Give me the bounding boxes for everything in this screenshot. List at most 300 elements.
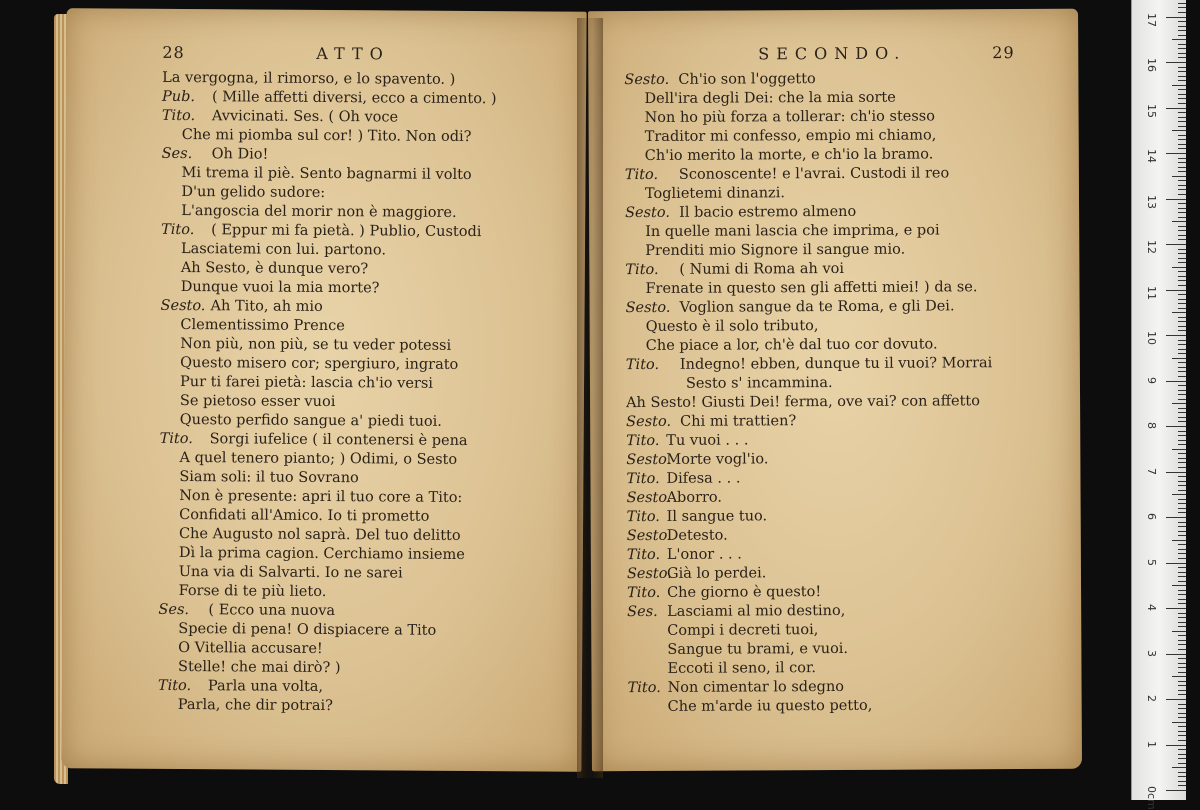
ruler-tick [1178,340,1186,341]
text-line [589,240,1079,262]
line-text: Questo è il solo tributo, [645,318,819,335]
line-text: Traditor mi confesso, empio mi chiamo, [644,127,937,145]
ruler-tick [1178,212,1186,213]
line-text: Difesa . . . [666,470,741,487]
ruler-label: 1 [1145,740,1158,748]
ruler-tick [1178,162,1186,163]
line-text: Clementissimo Prence [180,316,345,335]
text-line [590,392,1080,414]
line-text: Toglietemi dinanzi. [644,185,785,202]
text-line [588,88,1078,110]
ruler-tick [1166,335,1186,336]
ruler-tick [1178,740,1186,741]
ruler-tick [1178,590,1186,591]
line-text: L'angoscia del morir non è maggiore. [181,202,457,221]
ruler-tick [1178,694,1186,695]
ruler-tick [1178,763,1186,764]
text-line [591,601,1081,623]
text-line [62,695,582,718]
ruler-tick [1178,94,1186,95]
ruler-tick [1172,85,1186,86]
ruler-tick [1178,371,1186,372]
speaker-label: Sesto. [626,451,672,469]
ruler-tick [1178,499,1186,500]
ruler-tick [1166,699,1186,700]
ruler-tick [1178,67,1186,68]
line-text: Oh Dio! [211,146,269,163]
line-text: Parla, che dir potrai? [177,696,333,715]
ruler-tick [1178,649,1186,650]
line-text: D'un gelido sudore: [181,183,326,202]
ruler-tick [1178,158,1186,159]
ruler-label: 10 [1145,331,1158,345]
ruler-tick [1166,108,1186,109]
left-page-text [62,68,586,718]
ruler-tick [1178,485,1186,486]
ruler-tick [1178,785,1186,786]
ruler-tick [1178,135,1186,136]
ruler-tick [1172,631,1186,632]
line-text: Chi mi trattien? [680,413,797,430]
ruler-label: 6 [1145,513,1158,520]
ruler-tick [1178,362,1186,363]
ruler-tick [1178,167,1186,168]
line-text: Se pietoso esser vuoi [179,392,336,411]
ruler-tick [1178,253,1186,254]
ruler-tick [1166,17,1186,18]
ruler-tick [1178,280,1186,281]
speaker-label: Sesto. [625,299,671,317]
text-line [589,183,1079,205]
ruler-tick [1178,185,1186,186]
ruler-tick [1178,390,1186,391]
ruler-tick [1178,349,1186,350]
ruler-tick [1178,672,1186,673]
text-line [590,468,1080,490]
ruler-tick [1166,244,1186,245]
ruler-tick [1178,681,1186,682]
line-text: Prenditi mio Signore il sangue mio. [645,241,906,259]
line-text: Che giorno è questo! [667,584,822,601]
ruler-tick [1178,458,1186,459]
line-text: Che piace a lor, ch'è dal tuo cor dovuto. [645,336,938,354]
line-text: Sangue tu brami, e vuoi. [667,640,849,658]
ruler-tick [1178,658,1186,659]
ruler-tick [1166,290,1186,291]
ruler-tick [1178,781,1186,782]
ruler-tick [1172,767,1186,768]
speaker-label: Pub. [161,88,196,106]
speaker-label: Tito. [626,470,660,488]
line-text: Ch'io merito la morte, e ch'io la bramo. [644,146,934,164]
speaker-label: Sesto. [625,204,670,222]
ruler-tick [1178,772,1186,773]
ruler-label: 11 [1145,285,1158,300]
ruler-tick [1178,299,1186,300]
ruler-tick [1172,540,1186,541]
line-text: Dì la prima cagion. Cerchiamo insieme [178,544,465,563]
ruler-tick [1178,617,1186,618]
line-text: Forse di te più lieto. [178,582,327,601]
speaker-label: Tito. [627,679,661,697]
speaker-label: Ses. [158,601,190,619]
ruler-tick [1178,685,1186,686]
line-text: Non è presente: apri il tuo core a Tito: [179,487,463,506]
text-line [590,354,1080,376]
ruler-tick [1178,408,1186,409]
ruler-tick [1178,12,1186,13]
ruler-tick [1178,326,1186,327]
ruler-tick [1178,553,1186,554]
speaker-label: Sesto. [626,413,672,431]
ruler-tick [1178,180,1186,181]
ruler-tick [1178,194,1186,195]
ruler-tick [1178,367,1186,368]
speaker-label: Sesto. [626,527,672,545]
ruler-tick [1178,581,1186,582]
ruler-tick [1178,35,1186,36]
text-line [589,259,1079,281]
ruler-tick [1178,126,1186,127]
line-text: Lasciami al mio destino, [667,602,846,620]
line-text: Voglion sangue da te Roma, e gli Dei. [679,298,955,316]
ruler-tick [1178,476,1186,477]
line-text: Ah Tito, ah mio [210,298,323,315]
ruler-tick [1178,726,1186,727]
ruler-tick [1178,667,1186,668]
ruler-tick [1166,517,1186,518]
ruler-label: 5 [1145,558,1158,566]
ruler-tick [1178,203,1186,204]
ruler-tick [1178,508,1186,509]
ruler-tick [1178,735,1186,736]
ruler-tick [1178,417,1186,418]
ruler-tick [1178,353,1186,354]
line-text: Indegno! ebben, dunque tu il vuoi? Morrai [679,355,993,373]
ruler-tick [1178,294,1186,295]
line-text: Non ho più forza a tollerar: ch'io stesso [644,108,936,126]
ruler-tick [1178,663,1186,664]
ruler-tick [1178,594,1186,595]
ruler-tick [1166,745,1186,746]
ruler-tick [1178,303,1186,304]
line-text: Ah Sesto, è dunque vero? [180,259,369,278]
ruler-tick [1172,585,1186,586]
ruler-tick [1178,622,1186,623]
speaker-label: Tito. [626,432,660,450]
speaker-label: Sesto. [160,297,206,315]
ruler-tick [1178,71,1186,72]
ruler-tick [1178,453,1186,454]
ruler-tick [1178,567,1186,568]
ruler-label: 13 [1145,194,1158,209]
ruler-tick [1178,599,1186,600]
text-line [591,544,1081,566]
ruler-tick [1178,576,1186,577]
speaker-label: Tito. [626,546,661,564]
line-text: ( Eppur mi fa pietà. ) Publio, Custodi [211,222,482,241]
ruler-tick [1178,704,1186,705]
ruler-label: 9 [1145,376,1158,384]
text-line [590,449,1080,471]
ruler-tick [1178,3,1186,4]
line-text: A quel tenero pianto; ) Odimi, o Sesto [179,449,458,468]
ruler-label: 7 [1145,467,1158,475]
line-text: L'onor . . . [666,546,742,563]
ruler-tick [1178,613,1186,614]
ruler-tick [1178,376,1186,377]
line-text: Il bacio estremo almeno [679,203,857,221]
line-text: Avvicinati. Ses. ( Oh voce [211,108,399,126]
ruler-tick [1172,449,1186,450]
ruler-tick [1178,644,1186,645]
text-line [591,620,1081,642]
ruler-tick [1166,199,1186,200]
ruler-tick [1172,221,1186,222]
ruler-tick [1178,189,1186,190]
ruler-tick [1166,608,1186,609]
speaker-label: Tito. [626,508,660,526]
ruler-tick [1178,490,1186,491]
line-text: ( Numi di Roma ah voi [679,260,845,278]
ruler-tick [1178,435,1186,436]
text-line [589,126,1079,148]
ruler-tick [1178,330,1186,331]
ruler-tick [1172,676,1186,677]
ruler-tick [1178,26,1186,27]
ruler-tick [1178,731,1186,732]
ruler-tick [1178,89,1186,90]
speaker-label: Sesto. [626,489,672,507]
line-text: In quelle mani lascia che imprima, e poi [645,222,940,240]
ruler-tick [1166,62,1186,63]
text-line [589,278,1079,300]
line-text: Detesto. [666,527,728,544]
ruler-tick [1178,217,1186,218]
ruler-tick [1172,267,1186,268]
ruler-tick [1178,139,1186,140]
line-text: Pur ti farei pietà: lascia ch'io versi [179,373,433,392]
ruler-tick [1178,640,1186,641]
ruler-label: 15 [1145,103,1158,118]
ruler-tick [1178,7,1186,8]
right-page-text [588,69,1081,718]
ruler-tick [1178,713,1186,714]
text-line [588,69,1078,91]
text-line [590,373,1080,395]
ruler-tick [1178,440,1186,441]
line-text: Lasciatemi con lui. partono. [180,240,387,259]
text-line [591,563,1081,585]
line-text: Non più, non più, se tu veder potessi [180,335,452,354]
text-line [590,316,1080,338]
text-line [592,677,1082,699]
speaker-label: Ses. [161,145,193,163]
text-line [591,525,1081,547]
ruler-tick [1178,526,1186,527]
ruler-label: 2 [1145,695,1158,702]
ruler-tick [1172,312,1186,313]
text-line [590,297,1080,319]
ruler-tick [1178,262,1186,263]
ruler-tick [1178,271,1186,272]
ruler-tick [1178,98,1186,99]
ruler-label: 3 [1145,649,1158,657]
ruler-tick [1178,626,1186,627]
left-page [61,8,586,772]
line-text: Frenate in questo sen gli affetti miei! ) da se. [645,279,978,297]
ruler-tick [1178,121,1186,122]
line-text: Confidati all'Amico. Io ti prometto [179,506,430,525]
ruler-tick [1178,412,1186,413]
line-text: Sesto s' incammina. [685,375,833,392]
line-text: La vergogna, il rimorso, e lo spavento. ) [162,69,456,88]
ruler-label: 14 [1145,149,1158,163]
ruler-tick [1166,153,1186,154]
ruler-tick [1166,426,1186,427]
ruler-tick [1178,208,1186,209]
ruler-tick [1178,503,1186,504]
left-running-head: ATTO [316,43,390,64]
speaker-label: Tito. [157,677,192,695]
ruler-tick [1166,472,1186,473]
ruler-tick [1178,80,1186,81]
ruler-tick [1178,249,1186,250]
ruler-tick [1178,230,1186,231]
line-text: Siam soli: il tuo Sovrano [179,468,359,487]
text-line [590,335,1080,357]
ruler-tick [1166,563,1186,564]
line-text: Questo misero cor; spergiuro, ingrato [180,354,459,373]
text-line [589,221,1079,243]
line-text: Ch'io son l'oggetto [678,71,816,88]
ruler-tick [1178,531,1186,532]
ruler-tick [1178,308,1186,309]
ruler-tick [1178,754,1186,755]
ruler-tick [1178,776,1186,777]
ruler-tick [1178,481,1186,482]
ruler-tick [1178,21,1186,22]
measurement-ruler [1131,0,1186,810]
line-text: Una via di Salvarti. Io ne sarei [178,563,403,582]
line-text: Dell'ira degli Dei: che la mia sorte [644,89,896,107]
ruler-tick [1172,130,1186,131]
line-text: Tu vuoi . . . [666,432,749,449]
ruler-tick [1178,171,1186,172]
line-text: Che mi piomba sul cor! ) Tito. Non odi? [181,127,472,146]
line-text: Morte vogl'io. [666,451,769,468]
ruler-tick [1172,176,1186,177]
speaker-label: Sesto. [624,71,670,89]
ruler-tick [1172,403,1186,404]
text-line [591,487,1081,509]
ruler-label: 8 [1145,422,1158,429]
speaker-label: Tito. [624,166,659,184]
speaker-label: Tito. [159,430,193,448]
ruler-tick [1178,44,1186,45]
line-text: Stelle! che mai dirò? ) [178,658,341,677]
right-running-head: SECONDO. [758,43,907,64]
ruler-tick [1178,239,1186,240]
left-page-number: 28 [162,42,185,63]
ruler-tick [1172,358,1186,359]
text-line [589,164,1079,186]
ruler-tick [1178,749,1186,750]
ruler-tick [1178,544,1186,545]
ruler-tick [1178,48,1186,49]
ruler-tick [1172,722,1186,723]
ruler-tick [1178,444,1186,445]
line-text: Che m'arde iu questo petto, [667,697,873,715]
ruler-tick [1178,708,1186,709]
open-book [42,10,1072,785]
ruler-label: 4 [1145,604,1158,611]
ruler-tick [1178,535,1186,536]
line-text: Compi i decreti tuoi, [667,622,819,639]
right-page-number: 29 [992,43,1015,63]
line-text: Mi trema il piè. Sento bagnarmi il volto [181,165,472,184]
line-text: Non cimentar lo sdegno [667,678,845,696]
speaker-label: Sesto. [626,565,672,583]
speaker-label: Tito. [627,584,661,602]
ruler-tick [1178,399,1186,400]
line-text: Dunque vuoi la mia morte? [180,278,380,297]
line-text: Già lo perdei. [666,565,767,582]
ruler-tick [1178,317,1186,318]
line-text: Questo perfido sangue a' piedi tuoi. [179,411,442,430]
text-line [589,107,1079,129]
ruler-tick [1166,790,1186,791]
ruler-label: 0cm [1145,786,1158,810]
ruler-tick [1166,654,1186,655]
ruler-tick [1178,117,1186,118]
ruler-tick [1178,758,1186,759]
ruler-tick [1178,512,1186,513]
text-line [589,202,1079,224]
ruler-tick [1178,53,1186,54]
text-line [591,506,1081,528]
line-text: Parla una volta, [207,678,324,696]
speaker-label: Ses. [627,603,658,621]
ruler-tick [1178,258,1186,259]
text-line [590,430,1080,452]
ruler-tick [1178,76,1186,77]
ruler-tick [1178,421,1186,422]
ruler-label: 17 [1145,12,1158,27]
line-text: Il sangue tuo. [666,508,768,525]
ruler-tick [1178,285,1186,286]
ruler-tick [1178,30,1186,31]
ruler-tick [1178,558,1186,559]
line-text: Specie di pena! O dispiacere a Tito [178,620,437,639]
line-text: Aborro. [666,489,723,506]
text-line [591,639,1081,661]
text-line [591,658,1081,680]
ruler-tick [1178,144,1186,145]
ruler-tick [1166,381,1186,382]
ruler-tick [1178,603,1186,604]
line-text: ( Ecco una nuova [208,602,336,620]
ruler-tick [1172,494,1186,495]
ruler-tick [1178,344,1186,345]
ruler-tick [1178,394,1186,395]
ruler-tick [1178,385,1186,386]
speaker-label: Tito. [161,221,195,239]
ruler-tick [1178,522,1186,523]
line-text: ( Mille affetti diversi, ecco a cimento. ) [211,89,497,108]
line-text: Sorgi iufelice ( il contenersi è pena [209,431,468,450]
speaker-label: Tito. [161,107,196,125]
